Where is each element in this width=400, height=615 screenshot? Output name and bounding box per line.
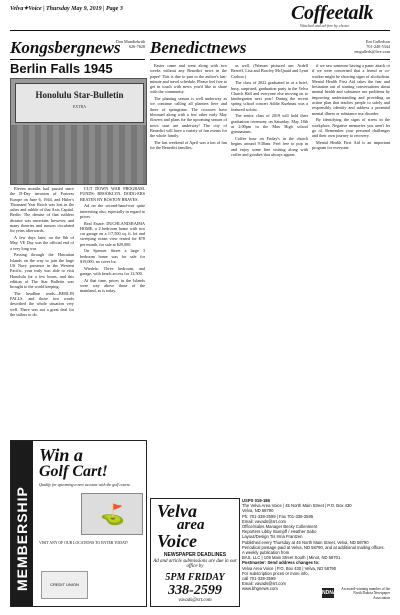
subscription-phone: call 701-338-2599 <box>242 576 276 582</box>
reporters: Reporters Libby Stumpff / Heather Sabo <box>242 529 317 535</box>
benedict-byline-name: Em Gulledson <box>365 39 390 44</box>
article-paragraph: The headline reads—BERLIN FALLS, and those two words described the whole situation very well. There was not a great deal for the sailors to do. <box>10 290 74 317</box>
newspaper-front-page <box>15 83 144 123</box>
article-paragraph: By identifying the signs of stress in the workplace, Negative memories you aren't let go of. Remember your personal challenges and their own journey to recovery. <box>312 117 390 139</box>
membership-label: MEMBERSHIP <box>14 486 30 591</box>
kongsberg-news-heading: Kongsbergnews <box>10 38 121 57</box>
publisher-phone: Ph: 701-338-2599 | Fax 701-338-2595 <box>242 513 314 519</box>
subscription-email[interactable]: Email: vavads@srt.com <box>242 581 287 587</box>
published-note: Published every Thursday at 45 North Main Street, Velva, ND 58790 <box>242 539 369 545</box>
publisher-email[interactable]: Email: vavads@srt.com <box>242 518 287 524</box>
postmaster-address: Velva Area Voice | P.O. Box 430 | Velva, ND 58790 <box>242 565 337 571</box>
ad-side-band <box>11 441 33 606</box>
company-address: BAS, LLC | 109 Main Street South | Minot, ND 58701 <box>242 555 341 561</box>
kongsberg-byline-name: Don Mundiebrith <box>115 39 145 44</box>
article-paragraph: A few days later, on the 8th of May, VE Day was the official end of a very long war. <box>10 235 74 251</box>
layout-design: Layout/Design Tis Irma Frantzen <box>242 534 303 540</box>
article-paragraph: The class of 2022 graduated in at a brief, busy, surprised, graduation party in the Velva Church Hall and everyone else moving on to kindergarten next year! During the recent spring school concert Addie Kuehnau was a featured soloist. <box>231 80 308 112</box>
kongsberg-byline-phone: 626-7628 <box>128 44 145 49</box>
credit-union-logo: CREDIT UNION <box>41 571 88 599</box>
velva-voice-deadline-ad <box>150 498 240 607</box>
benedict-article-col1 <box>150 63 227 152</box>
article-paragraph: Ad on the second-hand-war quite interesting also, especially in regard to prices. <box>80 203 145 219</box>
benedict-byline <box>343 39 390 54</box>
golf-cart-image <box>81 493 143 535</box>
ad-email[interactable]: vavads@srt.com <box>178 598 212 603</box>
article-paragraph: if we saw someone having a panic attack or if we were concerned that a friend or co-worker might be showing signs of alcoholism. Mental Health First Aid takes the fear and hesitation out of starting conversations about mental health and substance use problems by improving understanding and providing an action plan that teaches people to safely and responsibly identify and address a potential mental illness or substance use disorder. <box>312 63 390 116</box>
newspaper-extra: EXTRA <box>72 104 87 109</box>
ad-area-word: area <box>177 517 205 533</box>
ad-deadlines-text: Ad and article submissions are due in our office by <box>153 559 237 569</box>
golf-cart-ad[interactable] <box>10 440 147 607</box>
publisher-address: The Velva Area Voice | 45 North Main Street | P.O. Box 430 <box>242 503 352 509</box>
article-paragraph: Passing through the Hawaiian Islands on the way to join the huge US Navy presence in the Western Pacific, your truly was able to visit Honolulu for a few hours, and this edition of The Star Bulletin was brought to the world keeping. <box>10 252 74 290</box>
newspaper-photo <box>10 78 147 185</box>
masthead-subtitle: Watched and ad-free by choice <box>300 23 350 28</box>
ad-deadline-time: 5PM FRIDAY <box>165 572 225 583</box>
ndna-logo: NDNA <box>322 590 337 596</box>
award-note: An award-winning member of the North Dakota Newspaper Association <box>341 587 390 600</box>
golf-cart-icon: ⛳ <box>100 504 125 526</box>
article-paragraph: Coffee hour on Friday's in the church begins around 9:30am. Feel free to pop in and enjoy some fine visiting along with coffee and goodies that always appear. <box>231 136 308 157</box>
ad-golf-cart-text: Golf Cart! <box>39 463 108 480</box>
kongsberg-article-col1 <box>10 186 74 319</box>
kongsberg-article-col2 <box>80 186 145 295</box>
benedict-rule <box>150 59 390 60</box>
article-paragraph: Eleven months had passed since the D-Day invasion of Fortress Europe on June 6, 1944, and Hitler's Thousand Year Reich was lost in the ashes and rubble of that Axis Capital. Berlin. The demise of that ruthless dictator was uncertain; however, and many theories and rumors circulated for years afterwards. <box>10 186 74 234</box>
website-link[interactable]: www.bhgnews.com <box>242 586 278 592</box>
article-paragraph: Wiedelz: Three bedroom, and garage, with beach access for 12,500. <box>80 265 145 277</box>
article-paragraph: as well. (Women pictured are: Ardell Berreff, Lisa and Bowley McQuaid and Lynn Carlton.) <box>231 63 308 79</box>
benedict-news-heading: Benedictnews <box>150 38 247 57</box>
photo-background <box>11 125 146 184</box>
article-paragraph: The planting season is well underway as we continue calling all planters here and there of springtime. The crocuses have bloomed along with a few other early May flowers and plans for the upcoming season of news start are underway! The city of Benedict will have a variety of fun events for the whole family. <box>150 96 227 139</box>
weekly-note: A weekly publication from <box>242 550 290 556</box>
article-paragraph: On Spencer Street a large 3 bedroom home was for sale for $19,000, no cover lot. <box>80 248 145 265</box>
kongsberg-rule <box>10 59 145 60</box>
section-masthead: Coffeetalk <box>291 2 374 24</box>
postmaster-note: Postmaster: Send address changes to: <box>242 560 320 566</box>
kongsberg-byline <box>105 39 145 49</box>
benedict-byline-phone: 701-240-5344 <box>366 44 390 49</box>
postage-note: Periodical postage paid at Velva, ND 58790, and at additional mailing offices. <box>242 544 385 550</box>
ad-visit-text: VISIT ANY OF OUR LOCATIONS TO ENTER TODAY! <box>39 541 129 545</box>
ad-velva-word: Velva <box>157 501 197 521</box>
article-paragraph: Real Estate: DUCHLAND/RAIMA HOME, a 2 bedroom home with two car garage on a 1/7,500 sq. ft. lot and sweeping ocean view rented for $70 per month, for sale at $29,000. <box>80 220 145 247</box>
newspaper-name: Honolulu Star-Bulletin <box>35 90 124 100</box>
header-rule <box>10 30 390 31</box>
office-manager: Office/Sales Manager Becky Collenment <box>242 524 318 530</box>
ad-win-text: Win a <box>39 445 83 465</box>
article-paragraph: The last weekend of April was a ton of fun for the Benedict families. <box>150 139 227 151</box>
article-paragraph: Easter came and went along with two weeks without any Benedict news in the paper! This is due to part to the author's last-minute and travel schedule. Please feel free to get in touch with news you'd like to share with the community. <box>150 63 227 95</box>
article-paragraph: CUT DOWN WAR PROGRAM. FUNDS: BROOKLYN. DODG-ERS BEATEN BY BOSTON BRAVES. <box>80 186 145 202</box>
usps-number: USPS 019-186 <box>242 498 270 503</box>
article-paragraph: Mental Health First Aid is an important program for everyone. <box>312 139 390 151</box>
ad-voice-word: Voice <box>157 531 197 551</box>
publisher-city: Velva, ND 58790 <box>242 508 274 514</box>
benedict-article-col2 <box>231 63 308 159</box>
article-paragraph: At that time, prices in the Islands were way above those of the mainland, as is today. <box>80 277 145 294</box>
benedict-article-col3 <box>312 63 390 152</box>
ad-deadlines-heading: NEWSPAPER DEADLINES <box>163 552 227 558</box>
benedict-byline-email[interactable]: emgulleds@live.com <box>354 49 390 54</box>
ad-qualify-text: Qualify for upcoming a new account with the golf course <box>39 482 131 487</box>
page-folio: Velva✦Voice | Thursday May 9, 2019 | Page 3 <box>10 6 123 12</box>
subscription-note: For subscription prices or more info, <box>242 570 309 576</box>
article-paragraph: The senior class of 2019 will hold their graduation ceremony on Saturday, May 18th at 2:00pm in the Max High school gymnasium. <box>231 113 308 135</box>
ad-phone[interactable]: 338-2599 <box>168 583 222 598</box>
publication-info <box>242 498 390 592</box>
story-title: Berlin Falls 1945 <box>10 61 113 76</box>
